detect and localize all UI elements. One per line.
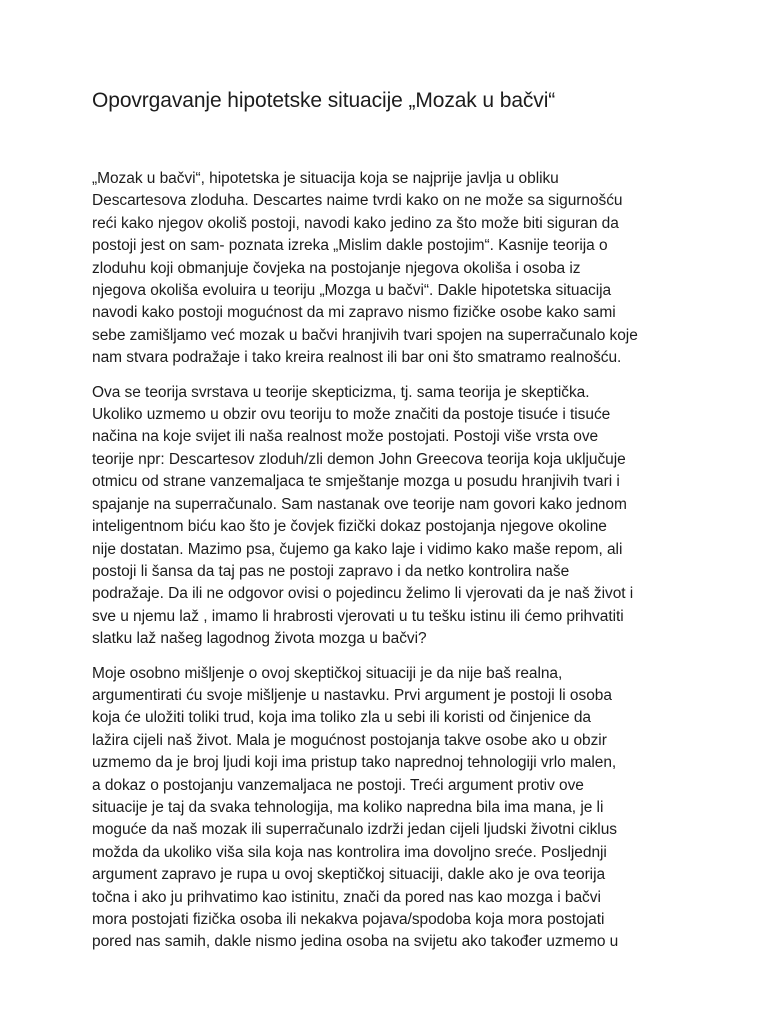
text-line: „Mozak u bačvi“, hipotetska je situacija koja se najprije javlja u obliku bbox=[92, 170, 559, 187]
text-line: njegova okoliša evoluira u teoriju „Mozga u bačvi“. Dakle hipotetska situacija bbox=[92, 282, 612, 300]
text-line: a dokaz o postojanju vanzemaljaca ne postoji. Treći argument protiv ove bbox=[92, 776, 584, 794]
document-title: Opovrgavanje hipotetske situacije „Mozak u bačvi“ bbox=[92, 89, 556, 112]
paragraph-1 bbox=[92, 168, 658, 370]
text-line: postoji li šansa da taj pas ne postoji zapravo i da netko kontrolira naše bbox=[92, 562, 570, 580]
text-line: inteligentnom biću kao što je čovjek fizički dokaz postojanja njegove okoline bbox=[92, 518, 607, 536]
text-line: argumentirati ću svoje mišljenje u nastavku. Prvi argument je postoji li osoba bbox=[92, 686, 612, 704]
text-line: navodi kako postoji mogućnost da mi zapravo nismo fizičke osobe kako sami bbox=[92, 304, 616, 322]
text-line: teorije npr: Descartesov zloduh/zli demon John Greecova teorija koja uključuje bbox=[92, 450, 626, 468]
text-line: pored nas samih, dakle nismo jedina osoba na svijetu ako također uzmemo u bbox=[92, 933, 619, 951]
text-line: Descartesova zloduha. Descartes naime tvrdi kako on ne može sa sigurnošću bbox=[92, 192, 623, 210]
text-line: uzmemo da je broj ljudi koji ima pristup tako naprednoj tehnologiji vrlo malen, bbox=[92, 754, 617, 772]
text-line: lažira cijeli naš život. Mala je mogućnost postojanja takve osobe ako u obzir bbox=[92, 731, 607, 749]
text-line: moguće da naš mozak ili superračunalo izdrži jedan cijeli ljudski životni ciklus bbox=[92, 821, 617, 839]
paragraph-2 bbox=[92, 382, 658, 651]
text-line: spajanje na superračunalo. Sam nastanak ove teorije nam govori kako jednom bbox=[92, 495, 627, 513]
paragraph-3 bbox=[92, 663, 658, 954]
text-line: sebe zamišljamo već mozak u bačvi hranjivih tvari spojen na superračunalo koje bbox=[92, 326, 638, 344]
text-line: načina na koje svijet ili naša realnost može postojati. Postoji više vrsta ove bbox=[92, 428, 599, 446]
text-line: podražaje. Da ili ne odgovor ovisi o pojedincu želimo li vjerovati da je naš život i bbox=[92, 585, 634, 603]
text-line: nije dostatan. Mazimo psa, čujemo ga kako laje i vidimo kako maše repom, ali bbox=[92, 540, 623, 558]
text-line: otmicu od strane vanzemaljaca te smještanje mozga u posudu hranjivih tvari i bbox=[92, 473, 620, 491]
text-line: Ova se teorija svrstava u teorije skepticizma, tj. sama teorija je skeptička. bbox=[92, 383, 590, 401]
text-line: zloduhu koji obmanjuje čovjeka na postojanje njegova okoliša i osoba iz bbox=[92, 259, 581, 277]
text-line: reći kako njegov okoliš postoji, navodi kako jedino za što može biti siguran da bbox=[92, 214, 619, 232]
text-line: mora postojati fizička osoba ili nekakva pojava/spodoba koja mora postojati bbox=[92, 911, 605, 928]
text-line: postoji jest on sam- poznata izreka „Mislim dakle postojim“. Kasnije teorija o bbox=[92, 237, 608, 255]
text-line: argument zapravo je rupa u ovoj skeptičkoj situaciji, dakle ako je ova teorija bbox=[92, 866, 606, 884]
text-line: slatku laž našeg lagodnog života mozga u bačvi? bbox=[92, 630, 427, 648]
text-line: točna i ako ju prihvatimo kao istinitu, znači da pored nas kao mozga i bačvi bbox=[92, 888, 601, 906]
text-line: možda da ukoliko viša sila koja nas kontrolira ima dovoljno sreće. Posljednji bbox=[92, 843, 607, 861]
text-line: Moje osobno mišljenje o ovoj skeptičkoj situaciji je da nije baš realna, bbox=[92, 664, 563, 682]
text-line: koja će uložiti toliki trud, koja ima toliko zla u sebi ili koristi od činjenice da bbox=[92, 709, 591, 727]
text-line: nam stvara podražaje i tako kreira realnost ili bar oni što smatramo realnošću. bbox=[92, 349, 622, 367]
text-line: sve u njemu laž , imamo li hrabrosti vjerovati u tu tešku istinu ili ćemo prihvatiti bbox=[92, 607, 624, 625]
text-line: situacije je taj da svaka tehnologija, ma koliko napredna bila ima mana, je li bbox=[92, 798, 604, 816]
text-line: Ukoliko uzmemo u obzir ovu teoriju to može značiti da postoje tisuće i tisuće bbox=[92, 406, 611, 424]
